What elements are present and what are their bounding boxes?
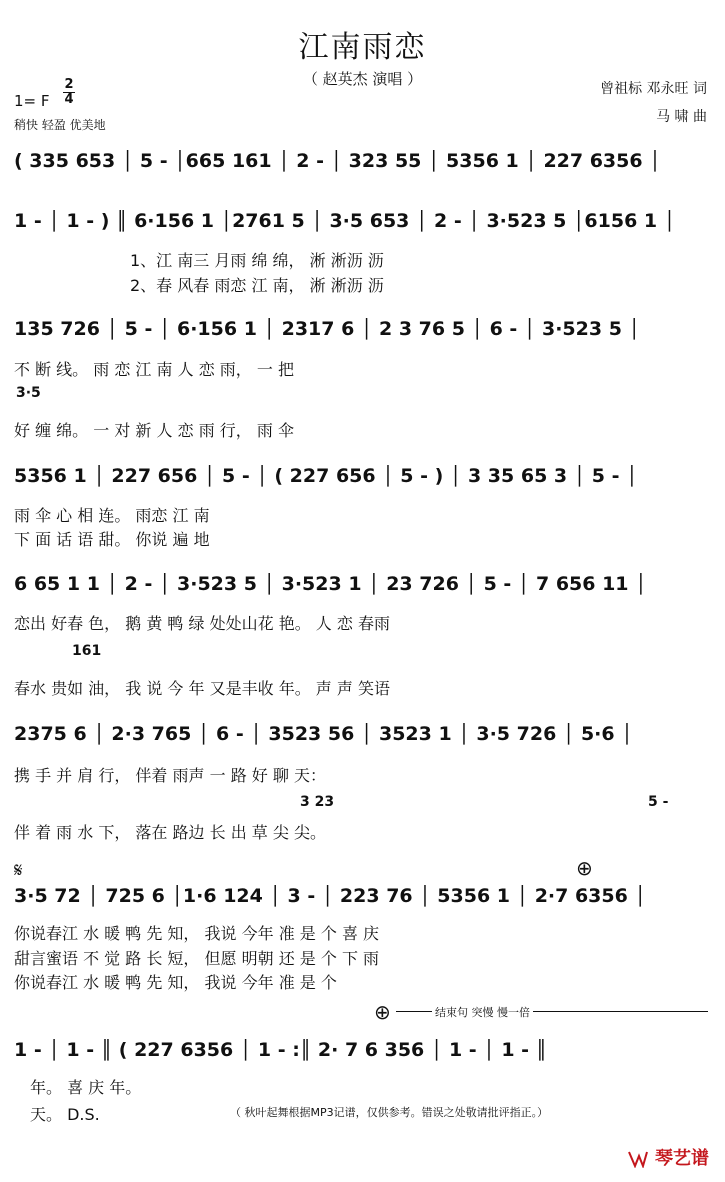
- composer-credit: 马 啸 曲: [656, 109, 707, 125]
- score-row-5-lyrics-1: 恋出 好春 色， 鹅 黄 鸭 绿 处处山花 艳。 人 恋 春雨: [14, 614, 390, 633]
- ending-annotation: 结束句 突慢 慢一倍: [432, 1004, 533, 1020]
- score-row-3-lyrics-1: 不 断 线。 雨 恋 江 南 人 恋 雨， 一 把: [14, 360, 294, 379]
- score-row-2-lyrics-1: 1、江 南三 月雨 绵 绵， 淅 淅沥 沥: [130, 251, 384, 270]
- score-row-6-variant-notes-a: 3 23: [300, 794, 335, 810]
- lyricist-credit: 曾祖标 邓永旺 词: [600, 81, 707, 97]
- brand-logo: [627, 1144, 709, 1170]
- meter-top: 2: [64, 77, 74, 92]
- brand-logo-icon: [627, 1150, 649, 1168]
- score-row-2-notes: 1 - │ 1 - ) ║ 6·156 1 │2761 5 │ 3·5 653 │ 2 - │ 3·523 5 │6156 1 │: [14, 210, 676, 232]
- score-row-5-notes: 6 65 1 1 │ 2 - │ 3·523 5 │ 3·523 1 │ 23 726 │ 5 - │ 7 656 11 │: [14, 573, 647, 595]
- score-row-8-notes: 1 - │ 1 - ║ ( 227 6356 │ 1 - :║ 2· 7 6 356 │ 1 - │ 1 - ║: [14, 1039, 548, 1061]
- score-row-7-notes: 3·5 72 │ 725 6 │1·6 124 │ 3 - │ 223 76 │ 5356 1 │ 2·7 6356 │: [14, 885, 646, 907]
- score-row-4-notes: 5356 1 │ 227 656 │ 5 - │ ( 227 656 │ 5 - ) │ 3 35 65 3 │ 5 - │: [14, 465, 638, 487]
- score-row-6-lyrics-2: 伴 着 雨 水 下， 落在 路边 长 出 草 尖 尖。: [14, 823, 326, 842]
- score-row-8-lyrics-1: 年。 喜 庆 年。: [30, 1078, 142, 1097]
- meter-bottom: 4: [64, 92, 74, 107]
- score-row-1-notes: ( 335 653 │ 5 - │665 161 │ 2 - │ 323 55 │ 5356 1 │ 227 6356 │: [14, 150, 661, 172]
- score-row-7-lyrics-2: 甜言蜜语 不 觉 路 长 短， 但愿 明朝 还 是 个 下 雨: [14, 949, 380, 968]
- score-row-7-lyrics-1: 你说春江 水 暖 鸭 先 知， 我说 今年 准 是 个 喜 庆: [14, 924, 380, 943]
- segno-icon: 𝄋: [14, 858, 23, 882]
- score-row-5-variant-notes: 161: [72, 643, 102, 659]
- song-title: 江南雨恋: [298, 30, 427, 65]
- singer-credit: （ 赵英杰 演唱 ）: [302, 70, 423, 88]
- score-row-3-notes: 135 726 │ 5 - │ 6·156 1 │ 2317 6 │ 2 3 76 5 │ 6 - │ 3·523 5 │: [14, 318, 640, 340]
- score-row-5-lyrics-2: 春水 贵如 油， 我 说 今 年 又是丰收 年。 声 声 笑语: [14, 679, 390, 698]
- coda-icon: ⊕: [576, 856, 593, 880]
- score-row-6-variant-notes-b: 5 -: [648, 794, 669, 810]
- score-row-4-lyrics-1: 雨 伞 心 相 连。 雨恋 江 南: [14, 506, 210, 525]
- key-signature: 1= F: [14, 92, 50, 110]
- brand-text: 琴艺谱: [655, 1148, 709, 1169]
- score-row-6-lyrics-1: 携 手 并 肩 行， 伴着 雨声 一 路 好 聊 天：: [14, 766, 326, 785]
- score-row-8-lyrics-2: 天。 D.S.: [30, 1105, 100, 1124]
- score-row-2-lyrics-2: 2、春 风春 雨恋 江 南， 淅 淅沥 沥: [130, 276, 384, 295]
- coda-icon-2: ⊕: [374, 1000, 391, 1024]
- score-row-4-lyrics-2: 下 面 话 语 甜。 你说 遍 地: [14, 530, 210, 549]
- score-row-7-lyrics-3: 你说春江 水 暖 鸭 先 知， 我说 今年 准 是 个: [14, 973, 337, 992]
- score-row-3-lyrics-2: 好 缠 绵。 一 对 新 人 恋 雨 行， 雨 伞: [14, 421, 294, 440]
- tempo-marking: 稍快 轻盈 优美地: [14, 118, 106, 132]
- time-signature: [63, 78, 75, 106]
- transcription-note: （ 秋叶起舞根据MP3记谱，仅供参考。错误之处敬请批评指正。）: [230, 1106, 549, 1119]
- score-row-3-variant-notes: 3·5: [16, 385, 41, 401]
- score-row-6-notes: 2375 6 │ 2·3 765 │ 6 - │ 3523 56 │ 3523 1 │ 3·5 726 │ 5·6 │: [14, 723, 633, 745]
